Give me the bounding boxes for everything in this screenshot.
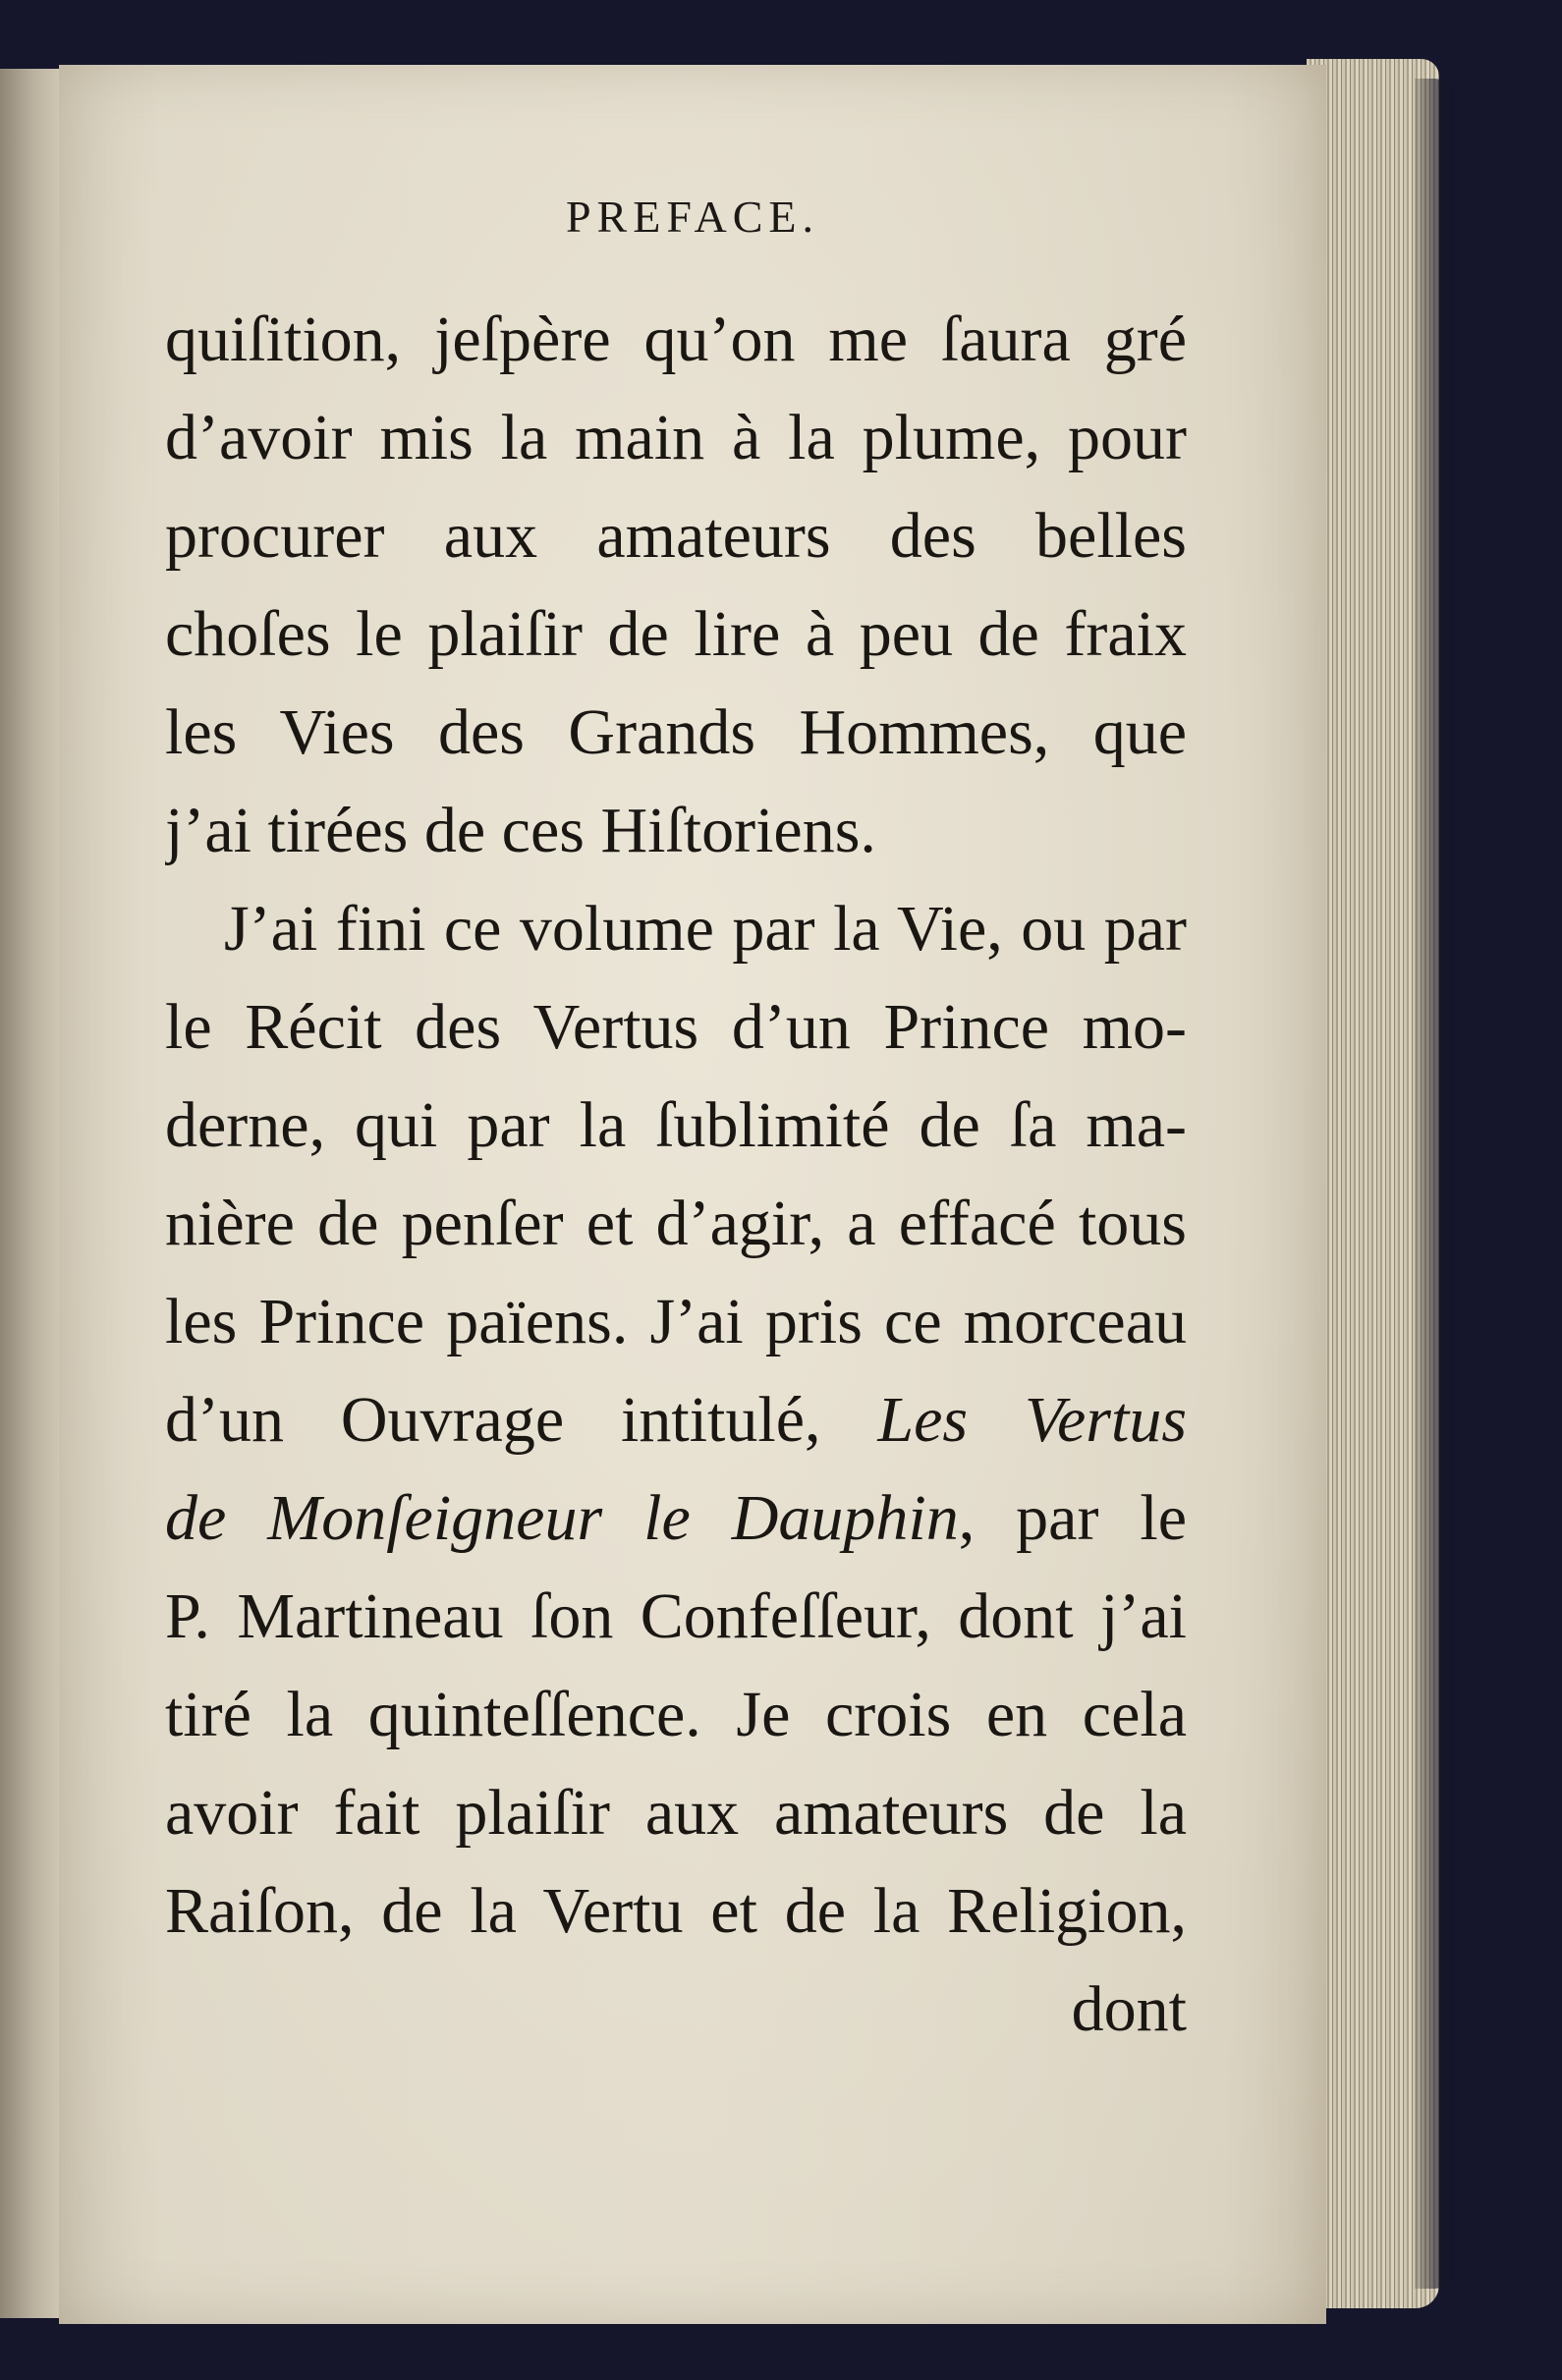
text-line: P. Martineau ſon Confeſſeur, dont j’ai (165, 1580, 1187, 1652)
text-segment: , par le (958, 1482, 1187, 1554)
catchword: dont (1071, 1973, 1187, 2045)
text-line: Raiſon, de la Vertu et de la Religion, (165, 1875, 1187, 1947)
text-line: derne, qui par la ſublimité de ſa ma- (165, 1089, 1187, 1161)
previous-page-edge (0, 69, 59, 2318)
running-head: PREFACE. (565, 192, 820, 242)
text-line: les Prince païens. J’ai pris ce morceau (165, 1286, 1187, 1357)
body-text (165, 291, 1187, 2059)
text-line: quiſition, jeſpère qu’on me ſaura gré (165, 304, 1187, 375)
italic-title: Les Vertus (877, 1384, 1187, 1456)
text-line: choſes le plaiſir de lire à peu de fraix (165, 598, 1187, 670)
italic-title-continued: de Monſeigneur le Dauphin (165, 1482, 959, 1554)
text-line: j’ai tirées de ces Hiſtoriens. (165, 795, 876, 866)
text-line: procurer aux amateurs des belles (165, 500, 1187, 572)
text-line: d’avoir mis la main à la plume, pour (165, 402, 1187, 473)
text-line: les Vies des Grands Hommes, que (165, 696, 1187, 768)
text-line: nière de penſer et d’agir, a effacé tous (165, 1188, 1187, 1259)
text-line: avoir fait plaiſir aux amateurs de la (165, 1777, 1187, 1849)
page-stack-shadow (1415, 79, 1454, 2289)
text-line: le Récit des Vertus d’un Prince mo- (165, 991, 1187, 1063)
text-line-with-title (165, 1469, 1187, 1568)
book-page (59, 65, 1326, 2324)
text-line: J’ai fini ce volume par la Vie, ou par (224, 893, 1187, 965)
text-line-with-title (165, 1371, 1187, 1469)
text-line: tiré la quinteſſence. Je crois en cela (165, 1679, 1187, 1750)
text-segment: d’un Ouvrage intitulé, (165, 1384, 821, 1456)
